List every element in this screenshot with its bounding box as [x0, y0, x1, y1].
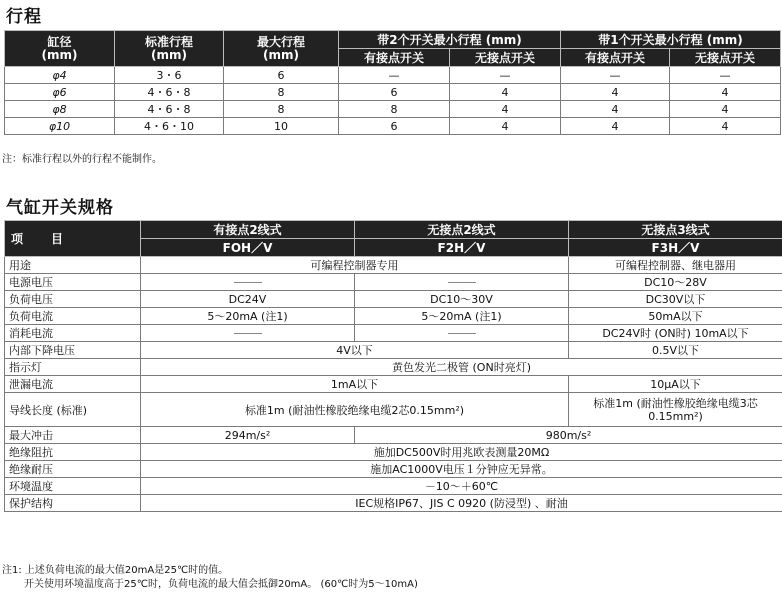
table-row [5, 393, 782, 427]
min2-contactless-cell: 4 [450, 84, 561, 101]
stroke-table [4, 30, 781, 135]
switch-title: 气缸开关规格 [6, 198, 114, 218]
spec-cell: 4V以下 [141, 342, 569, 359]
spec-cell: 施加AC1000V电压１分钟应无异常。 [141, 461, 782, 478]
spec-cell: DC10～30V [355, 291, 569, 308]
spec-cell: 黄色发光二极管 (ON时亮灯) [141, 359, 782, 376]
spec-cell-empty [141, 325, 355, 342]
header-bore: 缸径 (mm) [5, 31, 115, 67]
header-max-stroke: 最大行程 (mm) [224, 31, 339, 67]
header-contact-2wire: 有接点2线式 [141, 221, 355, 239]
table-row [5, 376, 782, 393]
row-label: 负荷电流 [5, 308, 141, 325]
table-row [5, 461, 782, 478]
row-label: 消耗电流 [5, 325, 141, 342]
spec-cell: DC30V以下 [569, 291, 782, 308]
spec-cell: 10μA以下 [569, 376, 782, 393]
spec-cell-empty [355, 325, 569, 342]
stroke-note: 注：标准行程以外的行程不能制作。 [2, 154, 162, 165]
row-label: 导线长度 (标准) [5, 393, 141, 427]
min1-contactless-cell: 4 [670, 101, 781, 118]
header-min-1-switch: 带1个开关最小行程 (mm) [561, 31, 781, 49]
min1-contact-cell: 4 [561, 118, 670, 135]
table-row [5, 342, 782, 359]
spec-cell: 施加DC500V时用兆欧表测量20MΩ [141, 444, 782, 461]
bore-cell: φ6 [5, 84, 115, 101]
min2-contact-cell: — [339, 67, 450, 84]
row-label: 环境温度 [5, 478, 141, 495]
spec-cell: 0.5V以下 [569, 342, 782, 359]
min1-contact-cell: 4 [561, 84, 670, 101]
header-std-stroke: 标准行程 (mm) [115, 31, 224, 67]
min1-contact-cell: — [561, 67, 670, 84]
header-contact-2: 有接点开关 [339, 49, 450, 67]
table-row [5, 291, 782, 308]
spec-cell-empty [355, 274, 569, 291]
min2-contact-cell: 6 [339, 84, 450, 101]
dash-mark [448, 282, 476, 283]
table-row [5, 308, 782, 325]
spec-cell: DC10～28V [569, 274, 782, 291]
std-stroke-cell: 4・6・8 [115, 84, 224, 101]
spec-cell: 1mA以下 [141, 376, 569, 393]
header-contactless-2: 无接点开关 [450, 49, 561, 67]
switch-note-2: 开关使用环境温度高于25℃时，负荷电流的最大值会抵御20mA。 (60℃时为5～10mA) [24, 579, 418, 590]
table-row [5, 274, 782, 291]
min1-contact-cell: 4 [561, 101, 670, 118]
table-row [5, 444, 782, 461]
header-item: 项 目 [5, 221, 141, 257]
spec-cell: 5～20mA (注1) [355, 308, 569, 325]
min1-contactless-cell: 4 [670, 84, 781, 101]
dash-mark [234, 282, 262, 283]
stroke-title: 行程 [6, 7, 42, 27]
min2-contactless-cell: 4 [450, 101, 561, 118]
row-label: 保护结构 [5, 495, 141, 512]
model-f3h: F3H／V [569, 239, 782, 257]
table-row [5, 427, 782, 444]
spec-cell: 标准1m (耐油性橡胶绝缘电缆2芯0.15mm²) [141, 393, 569, 427]
table-row [5, 101, 781, 118]
row-label: 电源电压 [5, 274, 141, 291]
model-foh: FOH／V [141, 239, 355, 257]
table-row [5, 325, 782, 342]
table-row [5, 495, 782, 512]
spec-cell: DC24V [141, 291, 355, 308]
row-label: 负荷电压 [5, 291, 141, 308]
std-stroke-cell: 3・6 [115, 67, 224, 84]
min2-contact-cell: 8 [339, 101, 450, 118]
min2-contactless-cell: 4 [450, 118, 561, 135]
spec-cell: 可编程控制器专用 [141, 257, 569, 274]
row-label: 绝缘阻抗 [5, 444, 141, 461]
table-row [5, 359, 782, 376]
header-contactless-3wire: 无接点3线式 [569, 221, 782, 239]
table-row [5, 478, 782, 495]
table-row [5, 84, 781, 101]
max-stroke-cell: 8 [224, 84, 339, 101]
row-label: 用途 [5, 257, 141, 274]
row-label: 最大冲击 [5, 427, 141, 444]
header-min-2-switch: 带2个开关最小行程 (mm) [339, 31, 561, 49]
spec-cell: －10～＋60℃ [141, 478, 782, 495]
table-row [5, 118, 781, 135]
max-stroke-cell: 6 [224, 67, 339, 84]
spec-cell: 294m/s² [141, 427, 355, 444]
dash-mark [234, 333, 262, 334]
bore-cell: φ8 [5, 101, 115, 118]
header-contactless-1: 无接点开关 [670, 49, 781, 67]
min2-contactless-cell: — [450, 67, 561, 84]
spec-cell: 50mA以下 [569, 308, 782, 325]
dash-mark [448, 333, 476, 334]
row-label: 内部下降电压 [5, 342, 141, 359]
switch-note-1: 注1: 上述负荷电流的最大值20mA是25℃时的值。 [2, 565, 229, 576]
switch-spec-table [4, 220, 782, 512]
row-label: 绝缘耐压 [5, 461, 141, 478]
std-stroke-cell: 4・6・10 [115, 118, 224, 135]
std-stroke-cell: 4・6・8 [115, 101, 224, 118]
spec-cell: 可编程控制器、继电器用 [569, 257, 782, 274]
max-stroke-cell: 10 [224, 118, 339, 135]
bore-cell: φ10 [5, 118, 115, 135]
spec-cell: 980m/s² [355, 427, 782, 444]
header-contactless-2wire: 无接点2线式 [355, 221, 569, 239]
row-label: 指示灯 [5, 359, 141, 376]
bore-cell: φ4 [5, 67, 115, 84]
min2-contact-cell: 6 [339, 118, 450, 135]
header-contact-1: 有接点开关 [561, 49, 670, 67]
max-stroke-cell: 8 [224, 101, 339, 118]
table-row [5, 67, 781, 84]
spec-cell: 标准1m (耐油性橡胶绝缘电缆3芯0.15mm²) [569, 393, 782, 427]
spec-cell: DC24V时 (ON时) 10mA以下 [569, 325, 782, 342]
spec-cell: IEC规格IP67、JIS C 0920 (防浸型) 、耐油 [141, 495, 782, 512]
spec-cell: 5～20mA (注1) [141, 308, 355, 325]
spec-cell-empty [141, 274, 355, 291]
model-f2h: F2H／V [355, 239, 569, 257]
table-row [5, 257, 782, 274]
min1-contactless-cell: — [670, 67, 781, 84]
min1-contactless-cell: 4 [670, 118, 781, 135]
row-label: 泄漏电流 [5, 376, 141, 393]
